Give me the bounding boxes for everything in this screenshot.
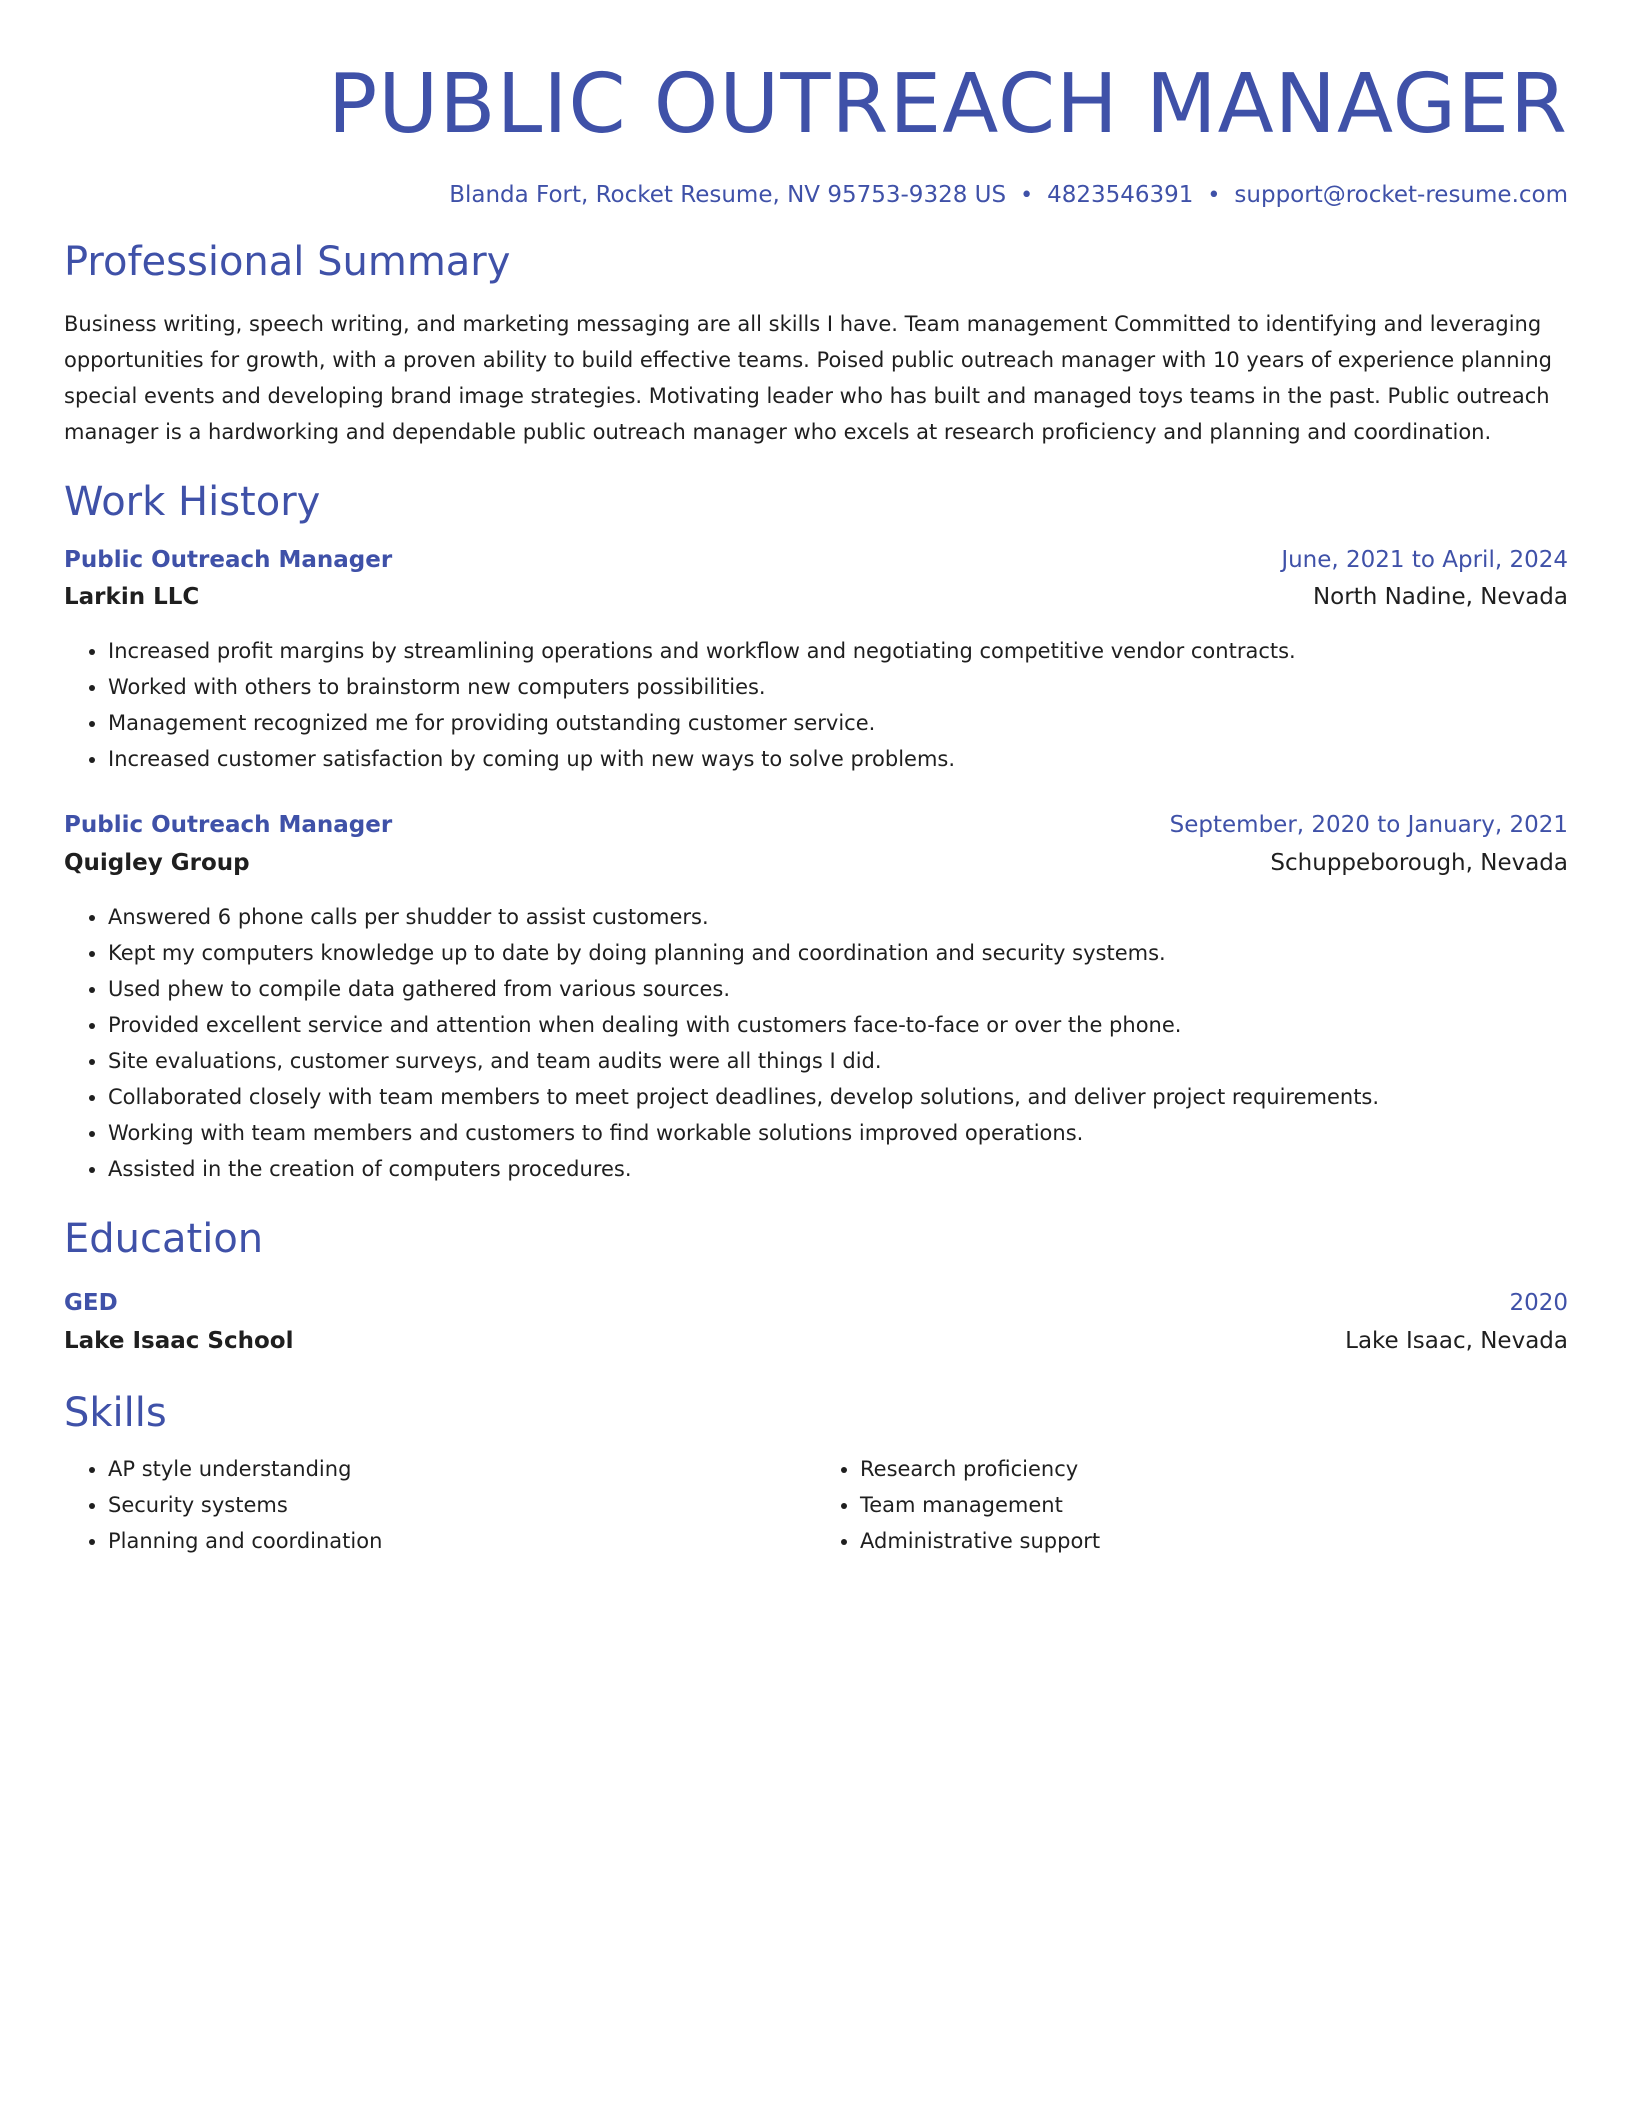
skills-column-right	[816, 1451, 1568, 1559]
work-history-section	[64, 478, 1568, 1188]
job-entry	[64, 546, 1568, 778]
job-bullets	[64, 633, 1568, 777]
education-location: Lake Isaac, Nevada	[1345, 1328, 1568, 1355]
list-item: • Collaborated closely with team members to meet project deadlines, develop solutions, and deliver project requirements.	[108, 1079, 1568, 1115]
job-company-row	[64, 841, 1568, 879]
resume-header	[64, 56, 1568, 210]
work-history-heading: Work History	[64, 478, 321, 525]
list-item: • Site evaluations, customer surveys, and team audits were all things I did.	[108, 1043, 1568, 1079]
skills-column-left	[64, 1451, 816, 1559]
skills-grid	[64, 1451, 1568, 1559]
list-item: • Increased customer satisfaction by coming up with new ways to solve problems.	[108, 741, 1568, 777]
job-company-row	[64, 575, 1568, 613]
education-degree: GED	[64, 1290, 118, 1317]
list-item: • Management recognized me for providing outstanding customer service.	[108, 705, 1568, 741]
skill-item: • Planning and coordination	[108, 1523, 816, 1559]
job-company: Larkin LLC	[64, 584, 200, 611]
list-item: • Assisted in the creation of computers procedures.	[108, 1151, 1568, 1187]
contact-separator: •	[1020, 183, 1034, 208]
job-bullets	[64, 899, 1568, 1187]
list-item: • Provided excellent service and attention when dealing with customers face-to-face or over the phone.	[108, 1007, 1568, 1043]
skill-item: • Security systems	[108, 1487, 816, 1523]
skill-item: • Team management	[860, 1487, 1568, 1523]
job-title-row	[64, 811, 1568, 841]
job-title-row	[64, 546, 1568, 576]
job-location: Schuppeborough, Nevada	[1270, 850, 1568, 877]
list-item: • Kept my computers knowledge up to date by doing planning and coordination and security systems.	[108, 935, 1568, 971]
education-year: 2020	[1509, 1290, 1568, 1317]
contact-email: support@rocket-resume.com	[1234, 182, 1568, 208]
candidate-title: PUBLIC OUTREACH MANAGER	[327, 57, 1568, 152]
job-company: Quigley Group	[64, 850, 250, 877]
summary-heading: Professional Summary	[64, 238, 511, 285]
skill-item: • AP style understanding	[108, 1451, 816, 1487]
job-dates: September, 2020 to January, 2021	[1169, 812, 1568, 839]
list-item: • Used phew to compile data gathered from various sources.	[108, 971, 1568, 1007]
education-school: Lake Isaac School	[64, 1328, 294, 1355]
list-item: • Working with team members and customers to find workable solutions improved operations.	[108, 1115, 1568, 1151]
skill-item: • Research proficiency	[860, 1451, 1568, 1487]
job-title: Public Outreach Manager	[64, 812, 393, 839]
education-school-row	[64, 1319, 1568, 1357]
education-section	[64, 1215, 1568, 1357]
list-item: • Worked with others to brainstorm new computers possibilities.	[108, 669, 1568, 705]
job-location: North Nadine, Nevada	[1312, 584, 1568, 611]
list-item: • Increased profit margins by streamlining operations and workflow and negotiating competitive vendor contracts.	[108, 633, 1568, 669]
education-heading: Education	[64, 1216, 264, 1263]
skills-heading: Skills	[64, 1389, 167, 1436]
skill-item: • Administrative support	[860, 1523, 1568, 1559]
contact-phone: 4823546391	[1047, 182, 1194, 208]
skills-section	[64, 1389, 1568, 1559]
contact-address: Blanda Fort, Rocket Resume, NV 95753-9328 US	[449, 182, 1007, 208]
education-degree-row	[64, 1289, 1568, 1319]
job-title: Public Outreach Manager	[64, 546, 393, 573]
contact-separator: •	[1207, 183, 1221, 208]
contact-line	[64, 182, 1568, 210]
summary-section	[64, 238, 1568, 450]
education-entry	[64, 1289, 1568, 1357]
list-item: • Answered 6 phone calls per shudder to assist customers.	[108, 899, 1568, 935]
job-dates: June, 2021 to April, 2024	[1281, 546, 1568, 573]
job-entry	[64, 811, 1568, 1187]
summary-text: Business writing, speech writing, and marketing messaging are all skills I have. Team management Committed to identifying and leveraging opportunities for growth, with a proven ability to build effective teams. Poised public outreach manager with 10 years of experience planning special events and developing brand image strategies. Motivating leader who has built and managed toys teams in the past. Public outreach manager is a hardworking and dependable public outreach manager who excels at research proficiency and planning and coordination.	[64, 311, 1553, 444]
